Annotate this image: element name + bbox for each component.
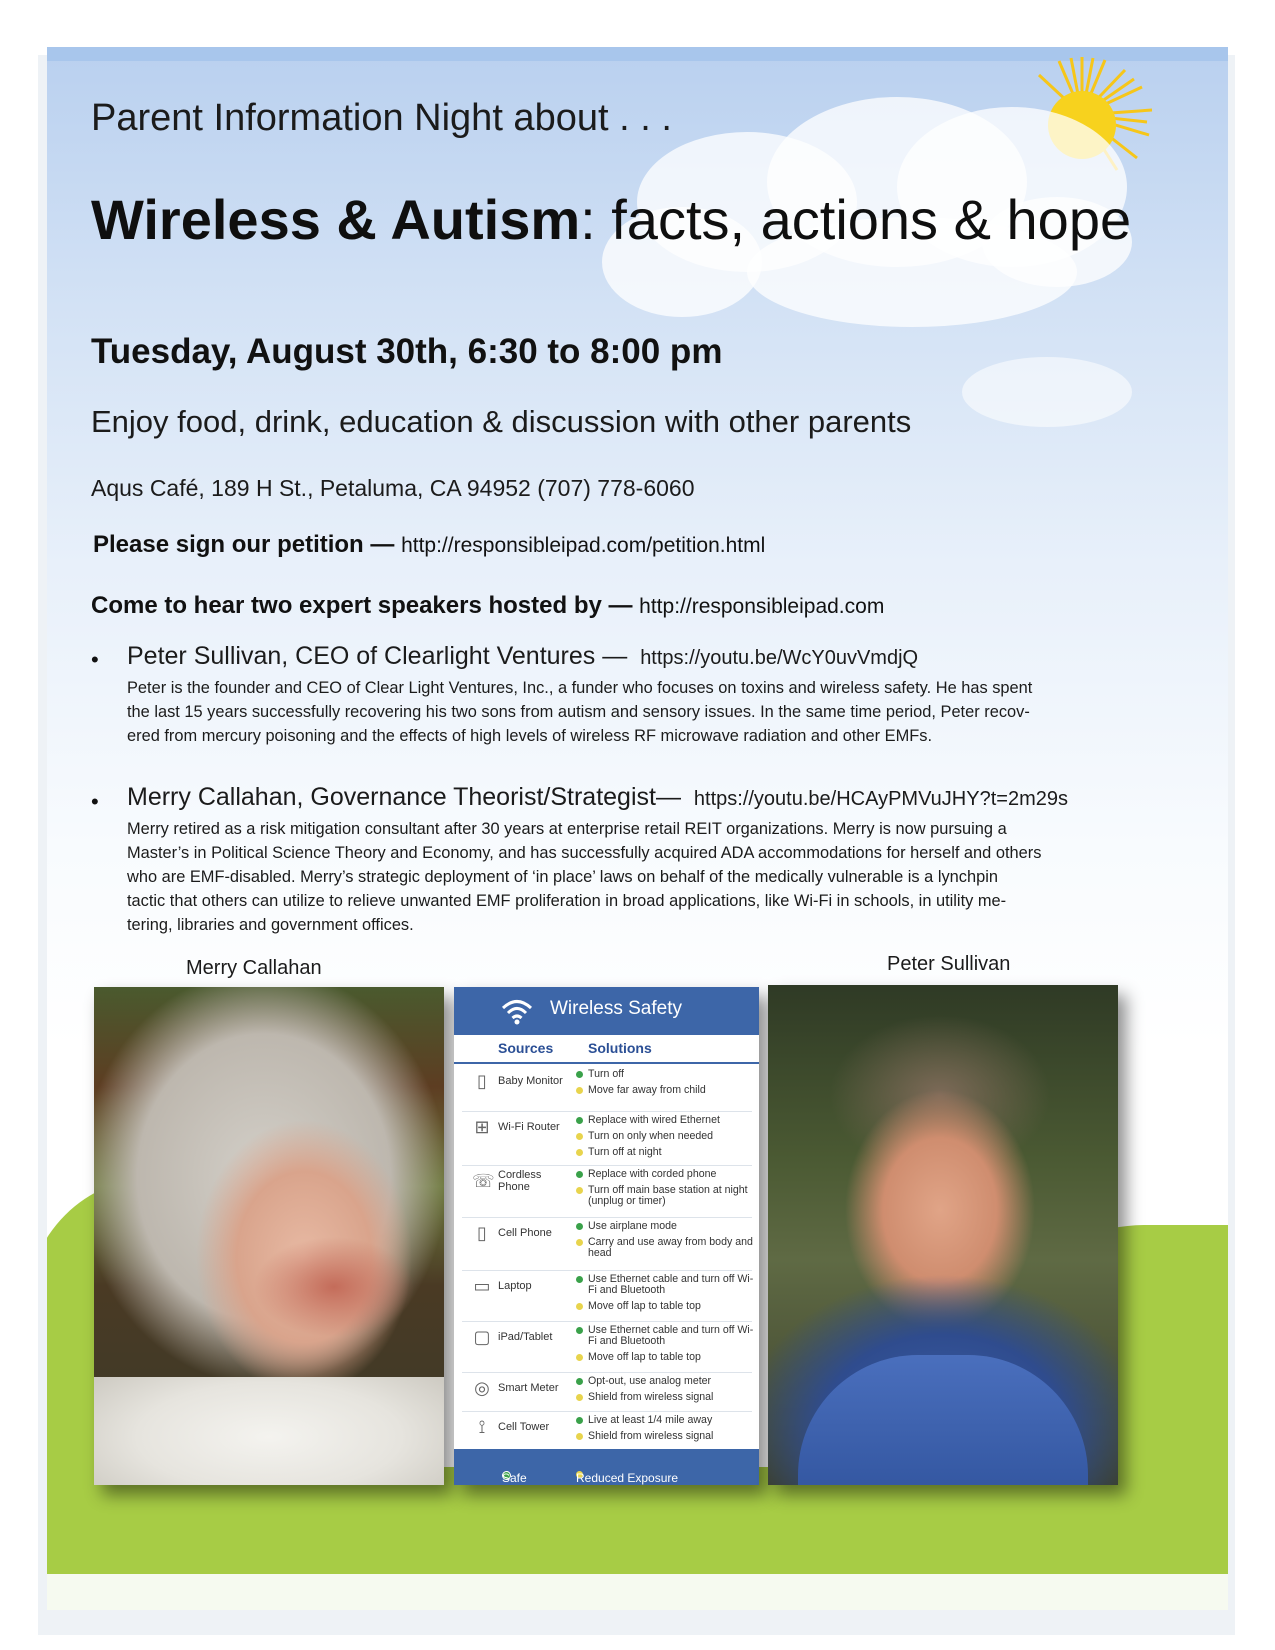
petition-label: Please sign our petition — xyxy=(93,531,395,558)
legend-reduced-label: Reduced Exposure xyxy=(576,1471,679,1485)
legend-safe-label: Safe xyxy=(502,1471,527,1485)
solution-text: Use Ethernet cable and turn off Wi-Fi and Bluetooth xyxy=(588,1324,754,1347)
source-label-line: Cell Tower xyxy=(498,1421,550,1433)
chart-title: Wireless Safety xyxy=(550,998,682,1019)
petition-line xyxy=(93,531,765,559)
solution-item xyxy=(576,1392,754,1403)
solutions-list xyxy=(576,1115,754,1163)
bio-line: tactic that others can utilize to relieve unwanted EMF proliferation in broad applications, like Wi-Fi in schools, in utility me- xyxy=(127,892,1007,910)
safe-dot xyxy=(576,1223,583,1230)
wireless-safety-chart xyxy=(454,987,759,1485)
row-divider xyxy=(462,1411,752,1412)
bio-line: the last 15 years successfully recovering his two sons from autism and sensory issues. In the same time period, Peter recov- xyxy=(127,703,1030,721)
solution-text: Opt-out, use analog meter xyxy=(588,1375,712,1387)
cordless-phone-icon: ☏ xyxy=(472,1171,495,1191)
header-rule xyxy=(454,1062,759,1064)
row-divider xyxy=(462,1165,752,1166)
solution-text: Move off lap to table top xyxy=(588,1351,701,1363)
tablet-icon: ▢ xyxy=(473,1327,491,1347)
source-label xyxy=(498,1227,552,1239)
bio-line: Peter is the founder and CEO of Clear Light Ventures, Inc., a funder who focuses on toxins and wireless safety. He has spent xyxy=(127,679,1033,697)
solution-item xyxy=(576,1169,754,1180)
speaker-heading xyxy=(127,783,1068,812)
solution-item xyxy=(576,1085,754,1096)
petition-link[interactable]: http://responsibleipad.com/petition.html xyxy=(401,534,766,557)
source-label xyxy=(498,1421,549,1433)
bottom-border xyxy=(47,1574,1228,1610)
solutions-list xyxy=(576,1376,754,1408)
speaker-bio xyxy=(127,817,1137,937)
solution-item xyxy=(576,1221,754,1232)
safe-dot xyxy=(576,1276,583,1283)
router-icon: ⊞ xyxy=(474,1117,490,1137)
row-divider xyxy=(462,1372,752,1373)
solution-text: Turn on only when needed xyxy=(588,1130,714,1142)
solutions-list xyxy=(576,1221,754,1264)
solution-item xyxy=(576,1185,754,1207)
source-label xyxy=(498,1280,532,1292)
smart-meter-icon: ◎ xyxy=(474,1378,490,1398)
solution-text: Use Ethernet cable and turn off Wi-Fi and Bluetooth xyxy=(588,1273,754,1296)
speakers-label: Come to hear two expert speakers hosted by — xyxy=(91,592,633,619)
source-label-line: Baby Monitor xyxy=(498,1075,563,1087)
peter-sullivan-photo xyxy=(768,985,1118,1485)
source-label-line: Smart Meter xyxy=(498,1382,559,1394)
reduced-dot xyxy=(576,1187,583,1194)
solution-text: Use airplane mode xyxy=(588,1220,677,1232)
source-label-line: Laptop xyxy=(498,1280,532,1292)
row-divider xyxy=(462,1321,752,1322)
row-divider xyxy=(462,1111,752,1112)
bullet: • xyxy=(91,789,99,814)
source-label xyxy=(498,1331,552,1343)
source-label xyxy=(498,1121,560,1133)
speaker-name: Peter Sullivan, CEO of Clearlight Ventures — xyxy=(127,642,628,670)
solutions-list xyxy=(576,1325,754,1368)
solution-text: Replace with wired Ethernet xyxy=(588,1114,720,1126)
solution-text: Turn off xyxy=(588,1068,624,1080)
reduced-dot xyxy=(576,1087,583,1094)
row-divider xyxy=(462,1217,752,1218)
bio-line: Master’s in Political Science Theory and Economy, and has successfully acquired ADA accommodations for herself and others xyxy=(127,844,1042,862)
event-date: Tuesday, August 30th, 6:30 to 8:00 pm xyxy=(91,332,723,371)
scarf xyxy=(94,1377,444,1485)
event-address: Aqus Café, 189 H St., Petaluma, CA 94952 (707) 778-6060 xyxy=(91,475,695,501)
source-label-line: Cordless xyxy=(498,1169,542,1181)
event-title xyxy=(91,187,1131,252)
chart-legend xyxy=(454,1449,759,1485)
wifi-icon xyxy=(500,997,534,1025)
speaker-bio xyxy=(127,676,1137,748)
solution-item xyxy=(576,1301,754,1312)
bullet: • xyxy=(91,647,99,672)
solution-text: Move off lap to table top xyxy=(588,1300,701,1312)
source-label xyxy=(498,1075,563,1087)
speakers-intro xyxy=(91,592,884,620)
solution-item xyxy=(576,1352,754,1363)
solution-text: Live at least 1/4 mile away xyxy=(588,1414,713,1426)
bio-line: tering, libraries and government offices. xyxy=(127,916,414,934)
reduced-dot xyxy=(576,1239,583,1246)
reduced-dot xyxy=(576,1354,583,1361)
solution-item xyxy=(576,1115,754,1126)
source-label xyxy=(498,1382,559,1394)
host-link[interactable]: http://responsibleipad.com xyxy=(639,595,885,618)
reduced-dot xyxy=(576,1303,583,1310)
solution-item xyxy=(576,1415,754,1426)
caption-merry: Merry Callahan xyxy=(186,957,322,979)
event-description: Enjoy food, drink, education & discussion with other parents xyxy=(91,404,912,439)
source-label xyxy=(498,1169,541,1193)
cell-phone-icon: ▯ xyxy=(477,1223,487,1243)
safe-dot xyxy=(576,1071,583,1078)
cell-tower-icon: ⟟ xyxy=(478,1417,486,1437)
solution-text: Turn off at night xyxy=(588,1146,662,1158)
cloud xyxy=(962,357,1132,427)
speaker-video-link[interactable]: https://youtu.be/WcY0uvVmdjQ xyxy=(640,647,919,669)
solution-item xyxy=(576,1325,754,1347)
source-label-line: Cell Phone xyxy=(498,1227,552,1239)
caption-peter: Peter Sullivan xyxy=(887,953,1011,975)
speaker-name: Merry Callahan, Governance Theorist/Strategist— xyxy=(127,783,681,811)
solution-item xyxy=(576,1147,754,1158)
intro-line: Parent Information Night about . . . xyxy=(91,97,672,139)
solution-text: Turn off main base station at night (unplug or timer) xyxy=(588,1184,748,1207)
solution-item xyxy=(576,1237,754,1259)
reduced-dot xyxy=(576,1433,583,1440)
solution-item xyxy=(576,1376,754,1387)
solution-text: Shield from wireless signal xyxy=(588,1430,714,1442)
reduced-dot xyxy=(576,1394,583,1401)
speaker-heading xyxy=(127,642,918,671)
row-divider xyxy=(462,1270,752,1271)
solutions-list xyxy=(576,1274,754,1317)
shirt xyxy=(798,1355,1088,1485)
bio-line: Merry retired as a risk mitigation consultant after 30 years at enterprise retail REIT organizations. Merry is now pursuing a xyxy=(127,820,1007,838)
flyer xyxy=(47,47,1228,1610)
solutions-list xyxy=(576,1415,754,1447)
solution-item xyxy=(576,1131,754,1142)
safe-dot xyxy=(576,1117,583,1124)
column-solutions: Solutions xyxy=(588,1040,652,1056)
source-label-line: Phone xyxy=(498,1181,530,1193)
laptop-icon: ▭ xyxy=(473,1276,491,1296)
solution-item xyxy=(576,1069,754,1080)
solutions-list xyxy=(576,1169,754,1212)
source-label-line: Wi-Fi Router xyxy=(498,1121,560,1133)
solution-text: Move far away from child xyxy=(588,1084,706,1096)
chart-header xyxy=(454,987,759,1035)
speaker-video-link[interactable]: https://youtu.be/HCAyPMVuJHY?t=2m29s xyxy=(693,788,1068,810)
baby-monitor-icon: ▯ xyxy=(477,1071,487,1091)
safe-dot xyxy=(576,1327,583,1334)
column-sources: Sources xyxy=(498,1040,554,1056)
safe-dot xyxy=(576,1417,583,1424)
reduced-dot xyxy=(576,1149,583,1156)
solutions-list xyxy=(576,1069,754,1101)
solution-text: Shield from wireless signal xyxy=(588,1391,714,1403)
title-bold: Wireless & Autism xyxy=(91,188,581,251)
source-label-line: iPad/Tablet xyxy=(498,1331,553,1343)
solution-text: Carry and use away from body and head xyxy=(588,1236,753,1259)
bio-line: who are EMF-disabled. Merry’s strategic deployment of ‘in place’ laws on behalf of the medically vulnerable is a lynchpin xyxy=(127,868,998,886)
title-rest: : facts, actions & hope xyxy=(580,188,1132,251)
bio-line: ered from mercury poisoning and the effects of high levels of wireless RF microwave radiation and other EMFs. xyxy=(127,727,933,745)
merry-callahan-photo xyxy=(94,987,444,1485)
safe-dot xyxy=(576,1378,583,1385)
solution-item xyxy=(576,1274,754,1296)
reduced-dot xyxy=(576,1133,583,1140)
solution-text: Replace with corded phone xyxy=(588,1168,717,1180)
solution-item xyxy=(576,1431,754,1442)
safe-dot xyxy=(576,1171,583,1178)
